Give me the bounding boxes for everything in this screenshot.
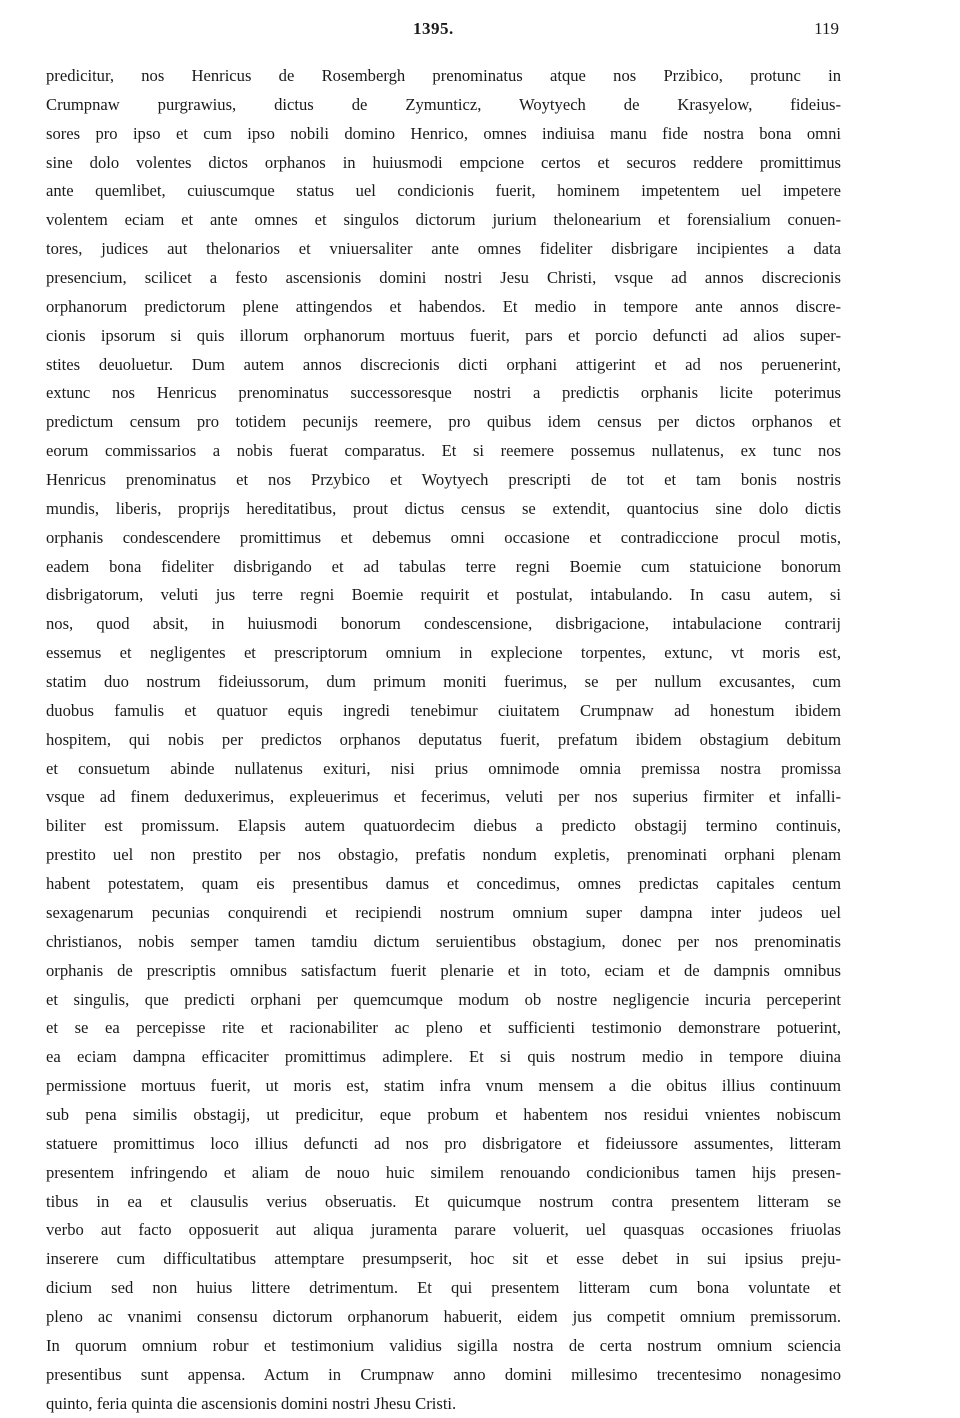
text-line: presencium, scilicet a festo ascensionis domini nostri Jesu Christi, vsque ad annos discrecionis — [46, 268, 841, 288]
charter-text — [46, 62, 841, 1418]
text-line: orphanis condescendere promittimus et debemus omni occasione et contradiccione procul motis, — [46, 527, 841, 547]
text-line: presentem infringendo et aliam de nouo huic similem renouando condicionibus tamen hijs presen- — [46, 1162, 841, 1182]
running-head — [0, 19, 960, 45]
text-line: statuere promittimus loco illius defuncti ad nos pro disbrigatore et fideiussore assumentes, litteram — [46, 1133, 841, 1153]
text-line: sine dolo volentes dictos orphanos in huiusmodi empcione certos et securos reddere promittimus — [46, 152, 841, 172]
text-line: tibus in ea et clausulis verius obseruatis. Et quicumque nostrum contra presentem litteram se — [46, 1191, 841, 1211]
text-line: nos, quod absit, in huiusmodi bonorum condescensione, disbrigacione, intabulacione contrarij — [46, 614, 841, 634]
text-line: disbrigatorum, veluti jus terre regni Boemie requirit et postulat, intabulando. In casu autem, si — [46, 585, 841, 605]
text-line: et consuetum abinde nullatenus exituri, nisi prius omnimode omnia premissa nostra promissa — [46, 758, 841, 778]
text-line: mundis, liberis, proprijs hereditatibus, prout dictus census se extendit, quantocius sine dolo dictis — [46, 498, 841, 518]
text-line: quinto, feria quinta die ascensionis domini nostri Jhesu Cristi. — [46, 1393, 457, 1413]
text-line: tores, judices aut thelonarios et vniuersaliter ante omnes fideliter disbrigare incipientes a data — [46, 239, 841, 259]
text-line: prestito uel non prestito per nos obstagio, prefatis nondum expletis, prenominati orphani plenam — [46, 845, 841, 865]
text-line: inserere cum difficultatibus attemptare presumpserit, hoc sit et esse debet in sui ipsius preju- — [46, 1249, 841, 1269]
text-line: orphanis de prescriptis omnibus satisfactum fuerit plenarie et in toto, eciam et de dampnis omnibus — [46, 960, 841, 980]
text-line: ante quemlibet, cuiuscumque status uel condicionis fuerit, hominem impetentem uel impetere — [46, 181, 841, 201]
text-line: sub pena similis obstagij, ut predicitur, eque probum et habentem nos residui vnientes nobiscum — [46, 1104, 841, 1124]
text-line: et se ea percepisse rite et racionabiliter ac pleno et sufficienti testimonio demonstrare potuerint, — [46, 1018, 841, 1038]
text-line: dicium sed non huius littere detrimentum. Et qui presentem litteram cum bona voluntate et — [46, 1278, 841, 1298]
text-line: permissione mortuus fuerit, ut moris est, statim infra vnum mensem a die obitus illius continuum — [46, 1076, 841, 1096]
text-line: In quorum omnium robur et testimonium validius sigilla nostra de certa nostrum omnium sciencia — [46, 1335, 841, 1355]
page-number: 119 — [814, 19, 839, 38]
text-line: Crumpnaw purgrawius, dictus de Zymunticz, Woytyech de Krasyelow, fideius- — [46, 94, 841, 114]
text-line: christianos, nobis semper tamen tamdiu dictum seruientibus obstagium, donec per nos prenominatis — [46, 931, 841, 951]
text-line: sexagenarum pecunias conquirendi et recipiendi nostrum omnium super dampna inter judeos uel — [46, 902, 841, 922]
text-line: orphanorum predictorum plene attingendos et habendos. Et medio in tempore ante annos discre- — [46, 296, 841, 316]
page-year: 1395. — [413, 19, 454, 38]
text-line: volentem eciam et ante omnes et singulos dictorum jurium thelonearium et forensialium conuen- — [46, 210, 841, 230]
text-line: pleno ac vnanimi consensu dictorum orphanorum habuerit, eidem jus competit omnium premissorum. — [46, 1306, 841, 1326]
text-line: duobus famulis et quatuor equis ingredi tenebimur ciuitatem Crumpnaw ad honestum ibidem — [46, 700, 841, 720]
text-line: sores pro ipso et cum ipso nobili domino Henrico, omnes indiuisa manu fide nostra bona omni — [46, 123, 841, 143]
text-line: biliter est promissum. Elapsis autem quatuordecim diebus a predicto obstagij termino continuis, — [46, 816, 841, 836]
text-line: Henricus prenominatus et nos Przybico et Woytyech prescripti de tot et tam bonis nostris — [46, 470, 841, 490]
text-line: eadem bona fideliter disbrigando et ad tabulas terre regni Boemie cum statuicione bonorum — [46, 556, 841, 576]
text-line: essemus et negligentes et prescriptorum omnium in explecione torpentes, extunc, vt moris est, — [46, 643, 841, 663]
text-line: vsque ad finem deduxerimus, expleuerimus et fecerimus, veluti per nos superius firmiter et infalli- — [46, 787, 841, 807]
text-line: hospitem, qui nobis per predictos orphanos deputatus fuerit, prefatum ibidem obstagium debitum — [46, 729, 841, 749]
text-line: predicitur, nos Henricus de Rosembergh prenominatus atque nos Przibico, protunc in — [46, 66, 841, 85]
text-line: ea eciam dampna efficaciter promittimus adimplere. Et si quis nostrum medio in tempore diuina — [46, 1047, 841, 1067]
text-line: et singulis, que predicti orphani per quemcumque modum ob nostre negligencie incuria perceperint — [46, 989, 841, 1009]
text-line: verbo aut facto opposuerit aut aliqua juramenta parare voluerit, uel quasquas occasiones friuolas — [46, 1220, 841, 1240]
text-line: statim duo nostrum fideiussorum, dum primum moniti fuerimus, se per nullum excusantes, cum — [46, 672, 841, 692]
text-line: habent potestatem, quam eis presentibus damus et concedimus, omnes predictas capitales centum — [46, 874, 841, 894]
text-line: presentibus sunt appensa. Actum in Crumpnaw anno domini millesimo trecentesimo nonagesimo — [46, 1364, 841, 1384]
text-line: extunc nos Henricus prenominatus successoresque nostri a predictis orphanis licite poterimus — [46, 383, 841, 403]
text-line: cionis ipsorum si quis illorum orphanorum mortuus fuerit, pars et porcio defuncti ad alios super- — [46, 325, 841, 345]
text-line: eorum commissarios a nobis fuerat comparatus. Et si reemere possemus nullatenus, ex tunc nos — [46, 441, 841, 461]
text-line: stites deuoluetur. Dum autem annos discrecionis dicti orphani attigerint et ad nos peruenerint, — [46, 354, 841, 374]
text-line: predictum censum pro totidem pecunijs reemere, pro quibus idem census per dictos orphanos et — [46, 412, 841, 432]
